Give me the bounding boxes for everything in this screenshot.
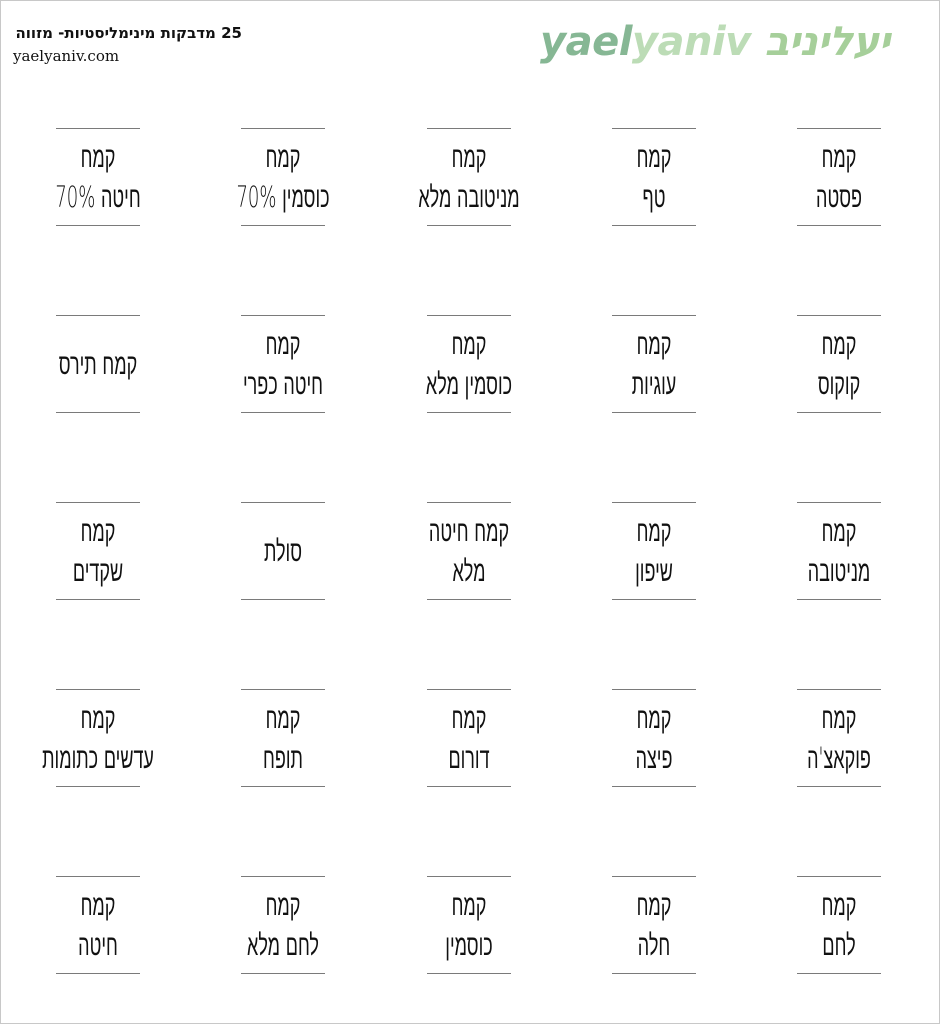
- label-line-1: קמח: [451, 327, 487, 361]
- label-line-1: קמח: [451, 140, 487, 174]
- label-line-2: חיטה: [78, 928, 118, 962]
- label-text: [807, 698, 871, 778]
- label-text: [448, 698, 489, 778]
- label-sticker: [612, 128, 696, 226]
- label-text: [808, 511, 871, 591]
- label-line-1: קמח: [451, 888, 487, 922]
- label-text: [635, 511, 673, 591]
- label-line-1: קמח: [265, 888, 301, 922]
- label-sticker: [42, 689, 154, 787]
- label-line-2: טף: [642, 180, 666, 214]
- label-line-1: קמח: [636, 888, 672, 922]
- label-line-1: קמח: [80, 888, 116, 922]
- label-text: [236, 137, 329, 217]
- label-text: [73, 511, 123, 591]
- label-sticker: [427, 315, 511, 413]
- label-line-2: כוסמין מלא: [425, 367, 513, 401]
- label-line-1: קמח: [821, 140, 857, 174]
- label-sticker: [418, 128, 520, 226]
- label-line-2: שיפון: [635, 554, 673, 588]
- label-sticker: [612, 315, 696, 413]
- label-text: [78, 885, 118, 965]
- label-line-1: קמח: [821, 888, 857, 922]
- label-line-1: קמח: [265, 327, 301, 361]
- label-sticker: [797, 876, 881, 974]
- label-sticker: [56, 876, 140, 974]
- label-line-2: מניטובה: [807, 554, 871, 588]
- label-sticker: [427, 502, 511, 600]
- label-text: [263, 698, 303, 778]
- label-sticker: [797, 502, 881, 600]
- label-sticker: [612, 502, 696, 600]
- label-line-2: כוסמין 70%: [236, 180, 330, 214]
- label-line-1: קמח: [80, 701, 116, 735]
- logo-text-dark: yael: [540, 19, 632, 65]
- label-line-1: קמח: [636, 701, 672, 735]
- label-line-1: קמח: [821, 701, 857, 735]
- label-line-2: דורום: [448, 741, 490, 775]
- label-sticker: [797, 689, 881, 787]
- label-text: [818, 324, 860, 404]
- label-sticker: [612, 689, 696, 787]
- label-text: [816, 137, 862, 217]
- label-line-1: קמח: [636, 327, 672, 361]
- label-sticker: [241, 876, 325, 974]
- label-line-1: קמח: [636, 140, 672, 174]
- label-text: [637, 137, 672, 217]
- label-line-1: קמח: [821, 514, 857, 548]
- site-url: yaelyaniv.com: [13, 47, 120, 65]
- label-sticker: [797, 315, 881, 413]
- label-text: [637, 885, 672, 965]
- label-line-1: קמח חיטה: [428, 514, 510, 548]
- label-sticker: [427, 876, 511, 974]
- label-line-1: קמח: [821, 327, 857, 361]
- label-text: [445, 885, 492, 965]
- label-line-2: עוגיות: [631, 367, 677, 401]
- label-sticker: [56, 502, 140, 600]
- label-sticker: [241, 315, 325, 413]
- label-line-1: קמח: [80, 140, 116, 174]
- label-text: [822, 885, 857, 965]
- label-line-2: חיטה 70%: [55, 180, 141, 214]
- label-line-2: שקדים: [72, 554, 124, 588]
- brand-logo: [540, 14, 890, 70]
- label-line-1: קמח: [265, 140, 301, 174]
- label-line-2: חלה: [637, 928, 671, 962]
- label-text: [59, 344, 137, 384]
- label-sticker: [56, 315, 140, 413]
- label-line-2: קוקוס: [817, 367, 861, 401]
- label-line-2: עדשים כתומות: [42, 741, 154, 775]
- label-text: [243, 324, 323, 404]
- label-line-1: קמח תירס: [58, 347, 138, 381]
- label-line-2: מלא: [452, 554, 486, 588]
- label-text: [636, 698, 673, 778]
- logo-text-hebrew: יעליניב: [764, 19, 890, 65]
- label-line-2: כוסמין: [445, 928, 493, 962]
- label-text: [264, 531, 302, 571]
- logo-text-light: yaniv: [631, 19, 751, 65]
- label-sticker: [612, 876, 696, 974]
- label-text: [42, 698, 154, 778]
- label-text: [632, 324, 677, 404]
- label-sticker: [56, 128, 140, 226]
- label-text: [247, 885, 319, 965]
- label-line-1: קמח: [636, 514, 672, 548]
- label-text: [429, 511, 509, 591]
- label-line-2: פסטה: [816, 180, 862, 214]
- label-line-2: פוקאצ'ה: [807, 741, 871, 775]
- label-text: [426, 324, 512, 404]
- label-sticker: [236, 128, 330, 226]
- label-sticker: [427, 689, 511, 787]
- label-line-2: חיטה כפרי: [242, 367, 324, 401]
- label-line-2: תופח: [263, 741, 303, 775]
- label-sticker: [797, 128, 881, 226]
- label-sticker: [241, 502, 325, 600]
- label-sticker: [241, 689, 325, 787]
- label-line-1: קמח: [451, 701, 487, 735]
- label-line-2: מניטובה מלא: [418, 180, 520, 214]
- label-line-2: לחם: [822, 928, 856, 962]
- label-line-1: סולת: [263, 534, 303, 568]
- label-text: [55, 137, 140, 217]
- label-line-1: קמח: [80, 514, 116, 548]
- label-line-2: לחם מלא: [247, 928, 319, 962]
- document-title: 25 מדבקות מינימליסטיות- מזווה: [15, 24, 242, 42]
- label-text: [418, 137, 519, 217]
- label-line-2: פיצה: [635, 741, 673, 775]
- label-line-1: קמח: [265, 701, 301, 735]
